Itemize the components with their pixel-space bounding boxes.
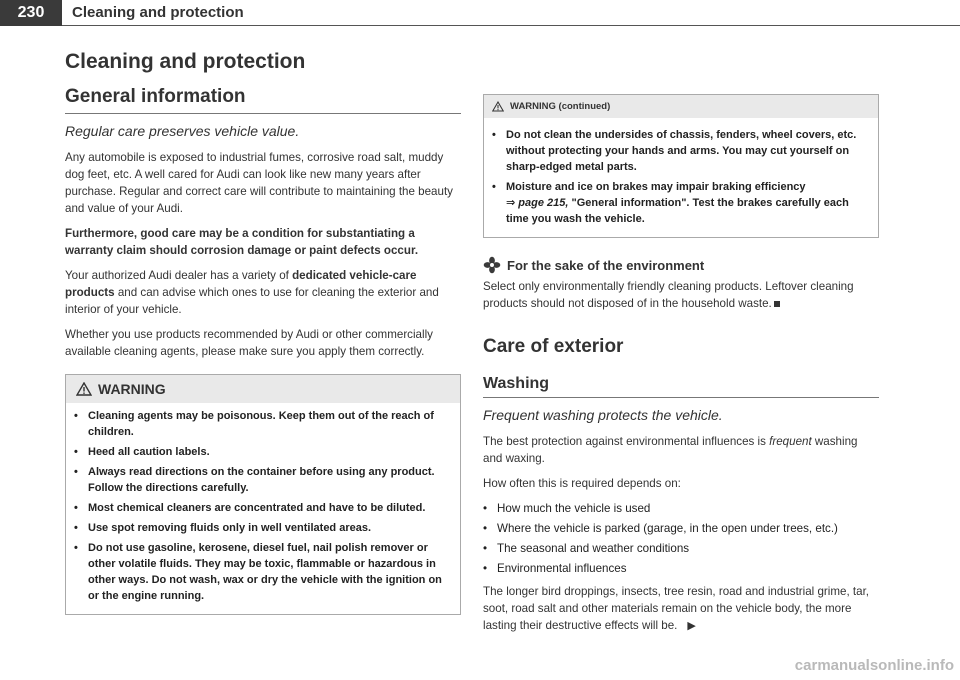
warning-body-continued — [484, 118, 878, 237]
warning-box — [65, 374, 461, 615]
warning-box-continued — [483, 94, 879, 238]
paragraph: Any automobile is exposed to industrial fumes, corrosive road salt, muddy dog feet, etc. A well cared for Audi can look like new many years after purchase. Regular and correct care will contribute to maintaining the beauty and value of your Audi. — [65, 151, 453, 215]
list-item: • The seasonal and weather conditions — [483, 542, 690, 555]
running-title: Cleaning and protection — [72, 4, 244, 21]
warning-title: WARNING — [98, 381, 166, 397]
text-run: The best protection against environmental influences is — [483, 435, 770, 448]
flower-environment-icon — [483, 256, 501, 274]
text-run: The longer bird droppings, insects, tree resin, road and industrial grime, tar, soot, road salt and other materials remain on the vehicle body, the more lasting their destructive effects will be. — [483, 585, 870, 632]
chapter-title: Cleaning and protection — [65, 50, 306, 73]
section-lead: Regular care preserves vehicle value. — [65, 123, 300, 139]
section-title-care-of-exterior: Care of exterior — [483, 336, 624, 357]
paragraph: Whether you use products recommended by Audi or other commercially available cleaning agents, please make sure you apply them correctly. — [65, 328, 433, 358]
warning-header — [66, 375, 460, 403]
warning-item: • Most chemical cleaners are concentrated and have to be diluted. — [74, 502, 426, 514]
end-of-section-mark-icon — [774, 301, 780, 307]
warning-item-text — [506, 179, 870, 227]
warning-item: • Heed all caution labels. — [74, 446, 210, 458]
continue-arrow-icon: ▶ — [687, 620, 696, 632]
warning-item: • Always read directions on the container before using any product. Follow the directions carefully. — [74, 464, 452, 496]
warning-triangle-icon — [76, 382, 92, 396]
environment-title: For the sake of the environment — [507, 257, 705, 273]
environment-heading — [483, 256, 879, 274]
paragraph — [483, 433, 879, 467]
list-item: • Environmental influences — [483, 562, 627, 575]
text-run: washing and waxing. — [483, 435, 858, 465]
text-run: "General information". Test the brakes carefully each time you wash the vehicle. — [506, 197, 849, 225]
watermark: carmanualsonline.info — [794, 657, 954, 674]
text-run-bold: dedicated vehicle-care products — [65, 269, 417, 299]
text-run: and can advise which ones to use for cleaning the exterior and interior of your vehicle. — [65, 286, 439, 316]
right-column — [483, 94, 879, 643]
warning-item: • Use spot removing fluids only in well ventilated areas. — [74, 522, 372, 534]
list-item-text: The seasonal and weather conditions — [497, 542, 690, 555]
text-run: Moisture and ice on brakes may impair braking efficiency — [506, 181, 806, 193]
text-run-italic: frequent — [769, 435, 812, 448]
page-header — [0, 0, 960, 28]
warning-item: • Moisture and ice on brakes may impair braking efficiency ⇒ page 215, "General information". Test the brakes carefully each time you wash the vehicle. — [492, 179, 870, 227]
header-rule — [62, 25, 960, 26]
warning-item-text: Heed all caution labels. — [88, 446, 210, 458]
warning-header-continued — [484, 95, 878, 118]
warning-item: • Do not clean the undersides of chassis, fenders, wheel covers, etc. without protecting your hands and arms. You may cut yourself on sharp-edged metal parts. — [492, 127, 870, 175]
paragraph-dealer — [65, 267, 461, 318]
section-title-general-information: General information — [65, 86, 461, 114]
environment-text — [483, 278, 879, 312]
ref-arrow-icon: ⇒ — [506, 197, 516, 209]
list-item-text: How much the vehicle is used — [497, 502, 651, 515]
page-number: 230 — [0, 0, 62, 26]
paragraph-warranty: Furthermore, good care may be a condition for substantiating a warranty claim should corrosion damage or paint defects occur. — [65, 227, 419, 257]
subsection-lead: Frequent washing protects the vehicle. — [483, 407, 723, 423]
list-item-text: Environmental influences — [497, 562, 627, 575]
warning-item: • Do not use gasoline, kerosene, diesel fuel, nail polish remover or other volatile fluids. They may be toxic, flammable or hazardous in other ways. Do not wash, wax or dry the vehicle with the ignition on or the engine running. — [74, 540, 452, 604]
list-item-text: Where the vehicle is parked (garage, in the open under trees, etc.) — [497, 522, 838, 535]
warning-body — [66, 403, 460, 614]
left-column — [65, 50, 461, 615]
subsection-title-washing: Washing — [483, 375, 879, 398]
warning-item-text: Most chemical cleaners are concentrated and have to be diluted. — [88, 502, 426, 514]
list-item: • Where the vehicle is parked (garage, in the open under trees, etc.) — [483, 522, 838, 535]
warning-title-continued: WARNING (continued) — [510, 101, 611, 112]
page-reference-link[interactable]: page 215, — [518, 197, 569, 209]
warning-item-text: Cleaning agents may be poisonous. Keep them out of the reach of children. — [88, 410, 434, 438]
warning-item-text: Do not clean the undersides of chassis, fenders, wheel covers, etc. without protecting your hands and arms. You may cut yourself on sharp-edged metal parts. — [506, 129, 857, 173]
warning-item-text: Do not use gasoline, kerosene, diesel fuel, nail polish remover or other volatile fluids. They may be toxic, flammable or hazardous in other ways. Do not wash, wax or dry the vehicle with the ignition on or the engine running. — [88, 542, 442, 602]
text-run: Your authorized Audi dealer has a variety of — [65, 269, 293, 282]
warning-item-text: Use spot removing fluids only in well ventilated areas. — [88, 522, 372, 534]
warning-triangle-icon — [492, 101, 504, 112]
warning-item: • Cleaning agents may be poisonous. Keep them out of the reach of children. — [74, 408, 452, 440]
paragraph — [483, 583, 879, 635]
warning-item-text: Always read directions on the container before using any product. Follow the directions carefully. — [88, 466, 435, 494]
paragraph: How often this is required depends on: — [483, 477, 681, 490]
list-item: • How much the vehicle is used — [483, 502, 651, 515]
text-run: Select only environmentally friendly cleaning products. Leftover cleaning products should not disposed of in the household waste. — [483, 280, 854, 310]
